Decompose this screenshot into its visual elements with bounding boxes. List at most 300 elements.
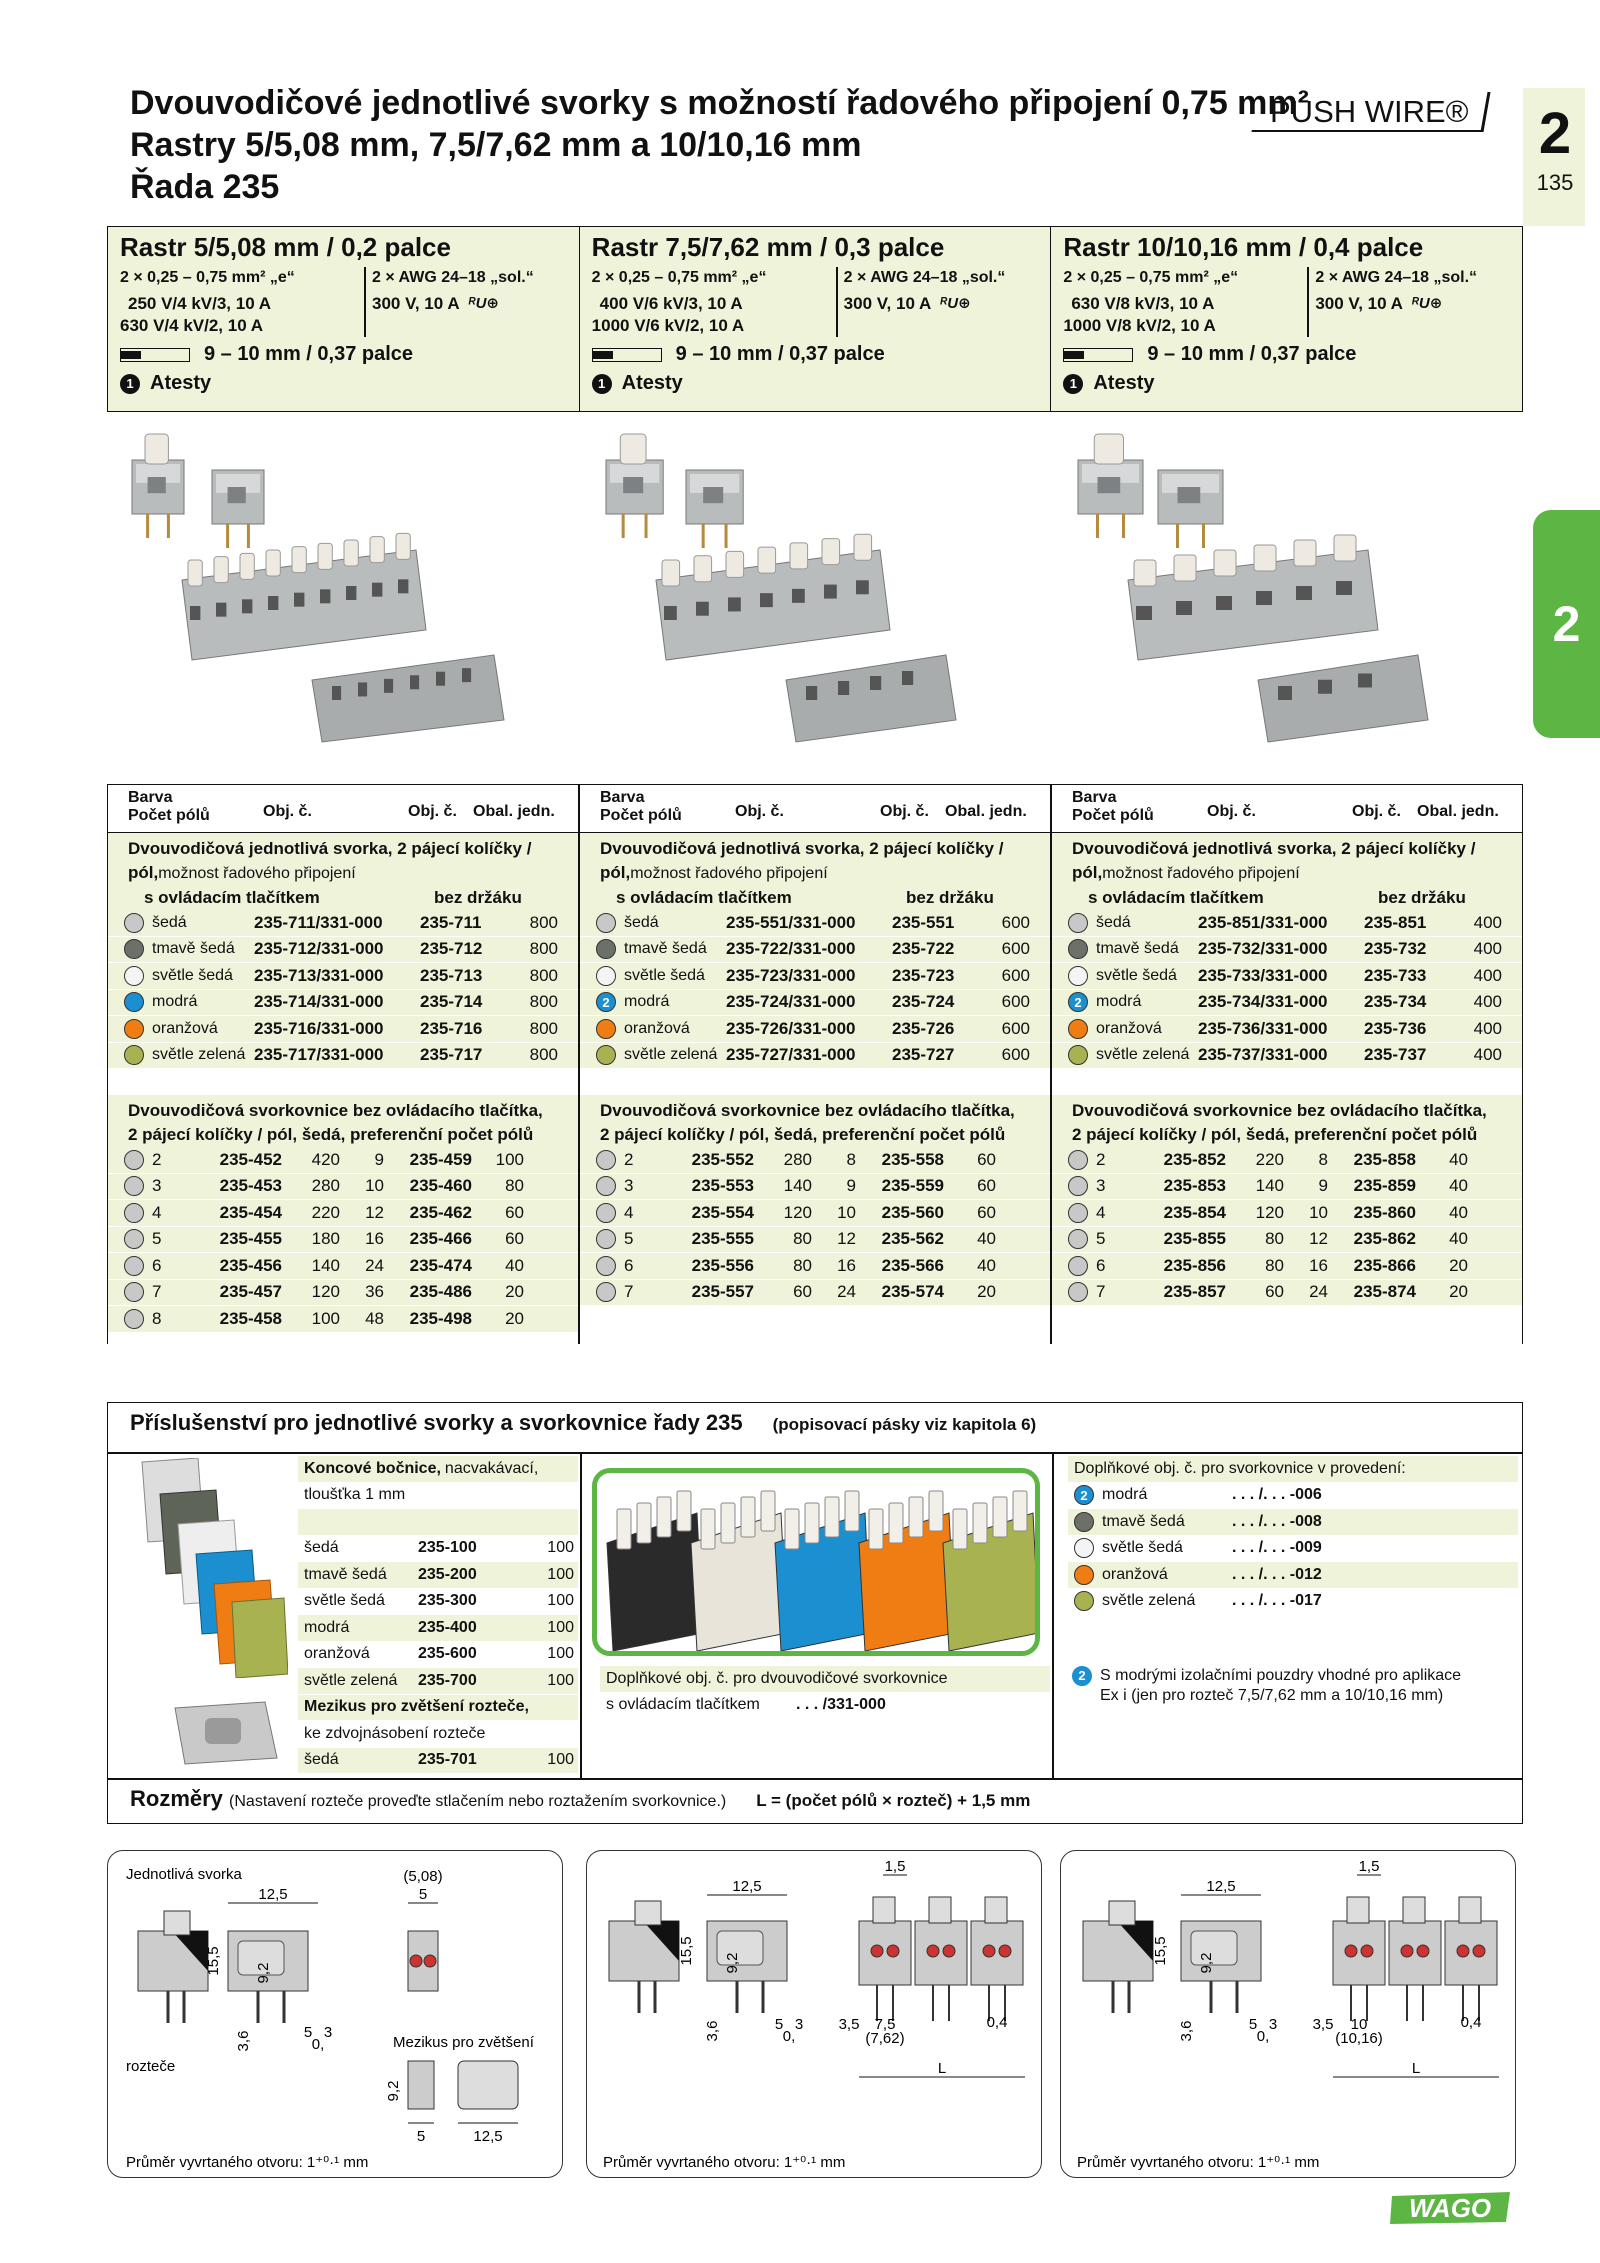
ul-icon: ᴿU⊕ <box>467 295 499 312</box>
order-number-alt: 235-459 <box>409 1149 472 1169</box>
order-number-alt: 235-559 <box>881 1176 944 1196</box>
color-swatch-icon: 2 <box>1074 1485 1094 1505</box>
dimension-label: 3,6 <box>1178 2020 1195 2042</box>
spacer-label: Mezikus pro zvětšení <box>393 2034 534 2051</box>
pole-count: 7 <box>152 1282 162 1302</box>
strip-length: 9 – 10 mm / 0,37 palce <box>204 343 414 365</box>
dimension-label: (10,16) <box>1335 2030 1383 2047</box>
table-row[interactable] <box>1052 1280 1522 1307</box>
spec-wire: 2 × 0,25 – 0,75 mm² „e“ <box>1063 269 1239 286</box>
table-row[interactable] <box>1052 1174 1522 1201</box>
color-name: světle šedá <box>152 966 233 984</box>
spec-column <box>1051 227 1522 411</box>
dimension-label: 5 <box>1248 2016 1258 2033</box>
dimension-label: 15,5 <box>678 1936 695 1966</box>
pack-qty: 120 <box>1255 1202 1284 1222</box>
order-number-alt: 235-866 <box>1353 1255 1416 1275</box>
dimension-label: 0, <box>311 2036 325 2053</box>
table-row[interactable] <box>580 1227 1050 1254</box>
spec-heading: Rastr 5/5,08 mm / 0,2 palce <box>120 232 451 262</box>
order-number: 235-724/331-000 <box>726 992 856 1012</box>
order-number-alt: 235-558 <box>881 1149 944 1169</box>
order-number-alt: 235-862 <box>1353 1229 1416 1249</box>
approvals-link[interactable]: Atesty <box>1093 372 1155 394</box>
ex-note <box>1072 1666 1482 1706</box>
dimension-label: 12,5 <box>473 2128 503 2145</box>
th-obj2: Obj. č. <box>408 803 457 820</box>
order-number: 235-457 <box>219 1282 282 1302</box>
table-row[interactable]: šedá 235-701 100 <box>298 1748 578 1775</box>
suffix-left-line2: s ovládacím tlačítkem . . . /331-000 <box>600 1693 1050 1720</box>
pack-qty: 80 <box>793 1229 812 1249</box>
product-photo-7-5mm <box>586 430 1022 750</box>
block-section-title: Dvouvodičová svorkovnice bez ovládacího tlačítka, 2 pájecí kolíčky / pól, šedá, preferenční počet pólů <box>1052 1095 1522 1147</box>
dimension-label: 12,5 <box>1206 1878 1236 1895</box>
strip-length-icon <box>1063 348 1133 362</box>
table-row[interactable] <box>1052 1227 1522 1254</box>
order-number: 235-733/331-000 <box>1198 965 1328 985</box>
pack-qty: 400 <box>1473 1018 1502 1038</box>
spec-awg: 2 × AWG 24–18 „sol.“ <box>843 269 1006 286</box>
pole-count: 8 <box>152 1308 162 1328</box>
table-header <box>580 785 1050 833</box>
color-swatch-icon <box>124 1045 144 1065</box>
color-swatch-icon <box>124 1309 144 1329</box>
order-number-alt: 235-460 <box>409 1176 472 1196</box>
title-line-2: Rastry 5/5,08 mm, 7,5/7,62 mm a 10/10,16 mm <box>130 126 862 164</box>
pack-qty: 400 <box>1473 965 1502 985</box>
pole-count: 2 <box>1096 1149 1106 1169</box>
dimension-label: 3,6 <box>235 2030 252 2052</box>
pack-qty-alt: 40 <box>1449 1229 1468 1249</box>
dimension-label: 3,6 <box>704 2020 721 2042</box>
table-row[interactable]: tmavě šedá . . . /. . . -008 <box>1068 1509 1518 1536</box>
table-row[interactable]: tmavě šedá 235-200 100 <box>298 1562 578 1589</box>
dimension-label: 3,5 <box>1312 2016 1334 2033</box>
pack-qty: 600 <box>1001 965 1030 985</box>
accessories-note: (popisovací pásky viz kapitola 6) <box>772 1415 1037 1434</box>
dimension-label: 10 <box>1350 2016 1368 2033</box>
color-swatch-icon <box>124 1176 144 1196</box>
pole-count-alt: 16 <box>365 1229 384 1249</box>
table-row[interactable] <box>1052 1147 1522 1174</box>
pack-qty: 800 <box>529 912 558 932</box>
spec-heading: Rastr 7,5/7,62 mm / 0,3 palce <box>591 232 945 262</box>
pole-count: 4 <box>624 1202 634 1222</box>
order-number: 235-726/331-000 <box>726 1018 856 1038</box>
pole-count: 2 <box>624 1149 634 1169</box>
color-name: světle zelená <box>624 1046 718 1064</box>
order-number-alt: 235-574 <box>881 1282 944 1302</box>
color-swatch-icon <box>1068 1019 1088 1039</box>
hole-label: Průměr vyvrtaného otvoru: 1⁺⁰·¹ mm <box>603 2154 846 2171</box>
dimension-label: 0,4 <box>986 2014 1008 2031</box>
pack-qty: 800 <box>529 1045 558 1065</box>
dimension-label: 9,2 <box>724 1952 741 1974</box>
pack-qty: 220 <box>1255 1149 1284 1169</box>
pack-qty: 220 <box>311 1202 340 1222</box>
order-number: 235-712/331-000 <box>254 939 384 959</box>
table-row[interactable]: světle šedá . . . /. . . -009 <box>1068 1536 1518 1563</box>
order-number-alt: 235-474 <box>409 1255 472 1275</box>
block-section-title: Dvouvodičová svorkovnice bez ovládacího tlačítka, 2 pájecí kolíčky / pól, šedá, preferenční počet pólů <box>108 1095 578 1147</box>
color-name: světle zelená <box>152 1046 246 1064</box>
pack-qty: 600 <box>1001 912 1030 932</box>
table-row[interactable] <box>1052 1016 1522 1043</box>
color-name: modrá <box>152 993 198 1011</box>
pole-count-alt: 16 <box>1309 1255 1328 1275</box>
pack-qty-alt: 20 <box>505 1282 524 1302</box>
color-swatch-icon <box>596 966 616 986</box>
th-obj2: Obj. č. <box>1352 803 1401 820</box>
single-section-title: Dvouvodičová jednotlivá svorka, 2 pájecí kolíčky / pól,možnost řadového připojení <box>580 833 1050 886</box>
pack-qty: 100 <box>311 1308 340 1328</box>
spec-rating1: 400 V/6 kV/3, 10 A <box>599 294 743 313</box>
divider <box>107 1778 1523 1780</box>
color-name: tmavě šedá <box>1096 940 1179 958</box>
table-row[interactable] <box>580 937 1050 964</box>
spec-wire: 2 × 0,25 – 0,75 mm² „e“ <box>120 269 295 286</box>
spec-awg: 2 × AWG 24–18 „sol.“ <box>372 269 534 286</box>
th-color: Barva <box>600 789 645 806</box>
ul-icon: ᴿU⊕ <box>1410 295 1443 312</box>
order-number-alt: 235-566 <box>881 1255 944 1275</box>
pack-qty: 60 <box>793 1282 812 1302</box>
order-number-alt: 235-711 <box>420 912 482 932</box>
colored-terminals-image <box>592 1468 1040 1656</box>
pack-qty-alt: 20 <box>977 1282 996 1302</box>
pack-qty: 800 <box>529 965 558 985</box>
approvals-link[interactable]: Atesty <box>150 372 212 394</box>
table-row[interactable] <box>108 990 578 1017</box>
dimension-label: 1,5 <box>884 1858 906 1875</box>
pole-count: 3 <box>152 1176 162 1196</box>
color-swatch-icon <box>596 1203 616 1223</box>
order-number: 235-551/331-000 <box>726 912 856 932</box>
order-number-alt: 235-851 <box>1364 912 1427 932</box>
table-row[interactable] <box>108 910 578 937</box>
color-swatch-icon <box>1074 1591 1094 1611</box>
table-row[interactable] <box>108 1016 578 1043</box>
pack-qty-alt: 80 <box>505 1176 524 1196</box>
pack-qty-alt: 60 <box>977 1202 996 1222</box>
pack-qty: 400 <box>1473 939 1502 959</box>
pack-qty-alt: 40 <box>1449 1149 1468 1169</box>
order-number-alt: 235-551 <box>892 912 955 932</box>
dimension-label: 12,5 <box>732 1878 762 1895</box>
single-section-title: Dvouvodičová jednotlivá svorka, 2 pájecí kolíčky / pól,možnost řadového připojení <box>1052 833 1522 886</box>
order-number-alt: 235-860 <box>1353 1202 1416 1222</box>
order-number: 235-554 <box>691 1202 754 1222</box>
pack-qty: 120 <box>311 1282 340 1302</box>
color-swatch-icon <box>596 1045 616 1065</box>
pole-count-alt: 48 <box>365 1308 384 1328</box>
pack-qty-alt: 40 <box>505 1255 524 1275</box>
table-row[interactable] <box>1052 1253 1522 1280</box>
order-number: 235-856 <box>1163 1255 1226 1275</box>
order-number: 235-854 <box>1163 1202 1226 1222</box>
table-row[interactable] <box>580 1200 1050 1227</box>
order-number: 235-458 <box>219 1308 282 1328</box>
table-row[interactable] <box>580 1280 1050 1307</box>
table-row[interactable] <box>1052 963 1522 990</box>
order-number-alt: 235-726 <box>892 1018 955 1038</box>
approvals-icon: 1 <box>1063 374 1083 394</box>
suffix-right-title: Doplňkové obj. č. pro svorkovnice v provedení: <box>1068 1456 1518 1483</box>
th-color: Barva <box>1072 789 1117 806</box>
order-number: 235-716/331-000 <box>254 1018 384 1038</box>
pole-count: 4 <box>152 1202 162 1222</box>
pole-count-alt: 9 <box>1318 1176 1328 1196</box>
spec-column <box>108 227 580 411</box>
suffix-left <box>600 1666 1050 1719</box>
order-table-5mm <box>107 784 579 1344</box>
chapter-side-tab[interactable]: 2 <box>1533 510 1600 738</box>
table-row[interactable] <box>580 1253 1050 1280</box>
color-swatch-icon <box>1068 913 1088 933</box>
pole-count-alt: 12 <box>837 1229 856 1249</box>
table-header <box>108 785 578 833</box>
table-row[interactable] <box>580 990 1050 1017</box>
table-row[interactable] <box>1052 1200 1522 1227</box>
color-swatch-icon <box>124 1229 144 1249</box>
color-swatch-icon <box>124 1282 144 1302</box>
table-row[interactable] <box>580 963 1050 990</box>
table-row[interactable]: světle šedá 235-300 100 <box>298 1589 578 1616</box>
dimension-label: 15,5 <box>1152 1936 1169 1966</box>
order-number: 235-553 <box>691 1176 754 1196</box>
pack-qty-alt: 40 <box>977 1255 996 1275</box>
table-row[interactable]: světle zelená . . . /. . . -017 <box>1068 1589 1518 1616</box>
color-swatch-icon <box>1068 1256 1088 1276</box>
pack-qty-alt: 40 <box>1449 1176 1468 1196</box>
dimension-label: 5 <box>416 2128 426 2145</box>
divider <box>1052 1452 1054 1778</box>
table-row[interactable] <box>108 1174 578 1201</box>
color-swatch-icon <box>596 939 616 959</box>
order-number: 235-557 <box>691 1282 754 1302</box>
approvals-link[interactable]: Atesty <box>621 372 683 394</box>
pack-qty: 600 <box>1001 1018 1030 1038</box>
order-number-alt: 235-733 <box>1364 965 1427 985</box>
pack-qty: 800 <box>529 1018 558 1038</box>
color-swatch-icon <box>124 966 144 986</box>
table-row[interactable] <box>580 1043 1050 1070</box>
color-swatch-icon <box>1068 1045 1088 1065</box>
color-swatch-icon <box>1074 1565 1094 1585</box>
th-color: Barva <box>128 789 173 806</box>
order-number: 235-736/331-000 <box>1198 1018 1328 1038</box>
table-row[interactable] <box>1052 937 1522 964</box>
th-poles: Počet pólů <box>600 807 682 824</box>
dimensions-formula: L = (počet pólů × rozteč) + 1,5 mm <box>756 1791 1031 1810</box>
pole-count-alt: 24 <box>365 1255 384 1275</box>
spec-box <box>107 226 1523 412</box>
table-row[interactable]: šedá 235-100 100 <box>298 1536 578 1563</box>
end-plates-image <box>138 1458 288 1678</box>
color-swatch-icon <box>124 1019 144 1039</box>
order-number: 235-857 <box>1163 1282 1226 1302</box>
table-row[interactable] <box>108 1200 578 1227</box>
single-section-title: Dvouvodičová jednotlivá svorka, 2 pájecí kolíčky / pól,možnost řadového připojení <box>108 833 578 886</box>
dimension-label: 3,5 <box>838 2016 860 2033</box>
pack-qty: 800 <box>529 939 558 959</box>
pole-count-alt: 8 <box>1318 1149 1328 1169</box>
color-name: oranžová <box>624 1019 690 1037</box>
color-swatch-icon: 2 <box>1068 992 1088 1012</box>
color-swatch-icon <box>596 1019 616 1039</box>
color-name: šedá <box>1096 913 1131 931</box>
color-name: oranžová <box>152 1019 218 1037</box>
th-pack: Obal. jedn. <box>1417 803 1499 820</box>
dimension-label: L <box>1411 2060 1421 2077</box>
ul-icon: ᴿU⊕ <box>939 295 971 312</box>
order-number-alt: 235-466 <box>409 1229 472 1249</box>
th-obj1: Obj. č. <box>735 803 784 820</box>
color-swatch-icon <box>124 992 144 1012</box>
pole-count: 6 <box>152 1255 162 1275</box>
approvals-icon: 1 <box>592 374 612 394</box>
th-pack: Obal. jedn. <box>945 803 1027 820</box>
dimension-label: 9,2 <box>385 2080 402 2102</box>
spec-column <box>580 227 1052 411</box>
table-row[interactable] <box>108 963 578 990</box>
color-name: modrá <box>1096 993 1142 1011</box>
th-poles: Počet pólů <box>1072 807 1154 824</box>
color-swatch-icon <box>1068 1150 1088 1170</box>
table-row[interactable] <box>1052 1043 1522 1070</box>
dimension-label: (5,08) <box>403 1868 443 1885</box>
order-number: 235-717/331-000 <box>254 1045 384 1065</box>
product-photo-10mm <box>1058 430 1494 750</box>
table-row[interactable] <box>580 1174 1050 1201</box>
color-swatch-icon <box>124 939 144 959</box>
accessories-title: Příslušenství pro jednotlivé svorky a svorkovnice řady 235 (popisovací pásky viz kapitola 6) <box>130 1410 1037 1435</box>
table-row[interactable] <box>108 1227 578 1254</box>
spec-ul: 300 V, 10 A <box>843 294 932 313</box>
color-swatch-icon <box>1074 1538 1094 1558</box>
table-row[interactable] <box>1052 910 1522 937</box>
color-swatch-icon <box>1074 1512 1094 1532</box>
wago-logo <box>1390 2188 1512 2226</box>
pack-qty-alt: 60 <box>505 1202 524 1222</box>
table-row[interactable]: 2 modrá . . . /. . . -006 <box>1068 1483 1518 1510</box>
dimension-label: 15,5 <box>205 1946 222 1976</box>
pack-qty: 280 <box>783 1149 812 1169</box>
color-swatch-icon <box>124 1150 144 1170</box>
table-row[interactable] <box>108 1306 578 1333</box>
table-row[interactable] <box>108 1280 578 1307</box>
order-number-alt: 235-858 <box>1353 1149 1416 1169</box>
dimension-drawing-10mm <box>1060 1850 1516 2178</box>
dimension-label: 3 <box>1268 2016 1278 2033</box>
dimension-label: 5 <box>303 2024 313 2041</box>
divider <box>107 1452 1523 1454</box>
suffix-left-line1: Doplňkové obj. č. pro dvouvodičové svorkovnice <box>600 1666 1050 1693</box>
pole-count: 6 <box>624 1255 634 1275</box>
dimension-label: 0,4 <box>1460 2014 1482 2031</box>
page-number: 135 <box>1536 170 1574 195</box>
product-photo-5mm <box>112 430 548 750</box>
title-line-1: Dvouvodičové jednotlivé svorky s možností řadového připojení 0,75 mm² <box>130 84 1309 122</box>
pole-count-alt: 10 <box>365 1176 384 1196</box>
pack-qty-alt: 100 <box>495 1149 524 1169</box>
order-number-alt: 235-732 <box>1364 939 1427 959</box>
order-number-alt: 235-486 <box>409 1282 472 1302</box>
strip-length-icon <box>120 348 190 362</box>
pole-count: 3 <box>1096 1176 1106 1196</box>
dimension-label: 1,5 <box>1358 1858 1380 1875</box>
table-row[interactable] <box>1052 990 1522 1017</box>
pack-qty: 180 <box>311 1229 340 1249</box>
pack-qty-alt: 60 <box>977 1149 996 1169</box>
pole-count-alt: 36 <box>365 1282 384 1302</box>
pack-qty-alt: 20 <box>1449 1282 1468 1302</box>
order-number: 235-713/331-000 <box>254 965 384 985</box>
spec-rating1: 250 V/4 kV/3, 10 A <box>128 294 272 313</box>
pole-count-alt: 9 <box>846 1176 856 1196</box>
table-row[interactable] <box>580 910 1050 937</box>
table-row[interactable]: oranžová . . . /. . . -012 <box>1068 1562 1518 1589</box>
order-number: 235-723/331-000 <box>726 965 856 985</box>
color-swatch-icon <box>596 1256 616 1276</box>
th-obj1: Obj. č. <box>263 803 312 820</box>
order-number-alt: 235-716 <box>420 1018 483 1038</box>
table-row[interactable]: oranžová 235-600 100 <box>298 1642 578 1669</box>
table-row[interactable] <box>580 1016 1050 1043</box>
order-number: 235-855 <box>1163 1229 1226 1249</box>
table-row[interactable]: modrá 235-400 100 <box>298 1615 578 1642</box>
order-number: 235-737/331-000 <box>1198 1045 1328 1065</box>
color-swatch-icon: 2 <box>596 992 616 1012</box>
table-row[interactable] <box>108 937 578 964</box>
pole-count: 7 <box>624 1282 634 1302</box>
order-number: 235-456 <box>219 1255 282 1275</box>
strip-length-icon <box>592 348 662 362</box>
pack-qty: 600 <box>1001 992 1030 1012</box>
pole-count: 6 <box>1096 1255 1106 1275</box>
table-row[interactable] <box>108 1147 578 1174</box>
hole-label: Průměr vyvrtaného otvoru: 1⁺⁰·¹ mm <box>126 2154 369 2171</box>
table-row[interactable]: světle zelená 235-700 100 <box>298 1668 578 1695</box>
dimension-drawing-7-5mm <box>586 1850 1042 2178</box>
pack-qty: 60 <box>1265 1282 1284 1302</box>
table-header <box>1052 785 1522 833</box>
color-swatch-icon <box>596 913 616 933</box>
spec-awg: 2 × AWG 24–18 „sol.“ <box>1315 269 1478 286</box>
order-number: 235-734/331-000 <box>1198 992 1328 1012</box>
spec-rating1: 630 V/8 kV/3, 10 A <box>1071 294 1215 313</box>
single-section-sub: s ovládacím tlačítkem bez držáku <box>108 886 578 910</box>
dimension-label: (7,62) <box>865 2030 905 2047</box>
pack-qty: 80 <box>793 1255 812 1275</box>
pole-count-alt: 10 <box>1309 1202 1328 1222</box>
pack-qty-alt: 60 <box>505 1229 524 1249</box>
pack-qty: 600 <box>1001 1045 1030 1065</box>
order-number-alt: 235-727 <box>892 1045 955 1065</box>
dimension-label: 3 <box>794 2016 804 2033</box>
order-number: 235-453 <box>219 1176 282 1196</box>
table-row[interactable] <box>580 1147 1050 1174</box>
table-row[interactable] <box>108 1253 578 1280</box>
pack-qty: 800 <box>529 992 558 1012</box>
table-row[interactable] <box>108 1043 578 1070</box>
dimension-label: 5 <box>418 1886 428 1903</box>
order-table-7-5mm <box>579 784 1051 1344</box>
order-number-alt: 235-724 <box>892 992 955 1012</box>
order-number: 235-722/331-000 <box>726 939 856 959</box>
note-text: S modrými izolačními pouzdry vhodné pro aplikace Ex i (jen pro rozteč 7,5/7,62 mm a 10/10,16 mm) <box>1100 1667 1462 1704</box>
